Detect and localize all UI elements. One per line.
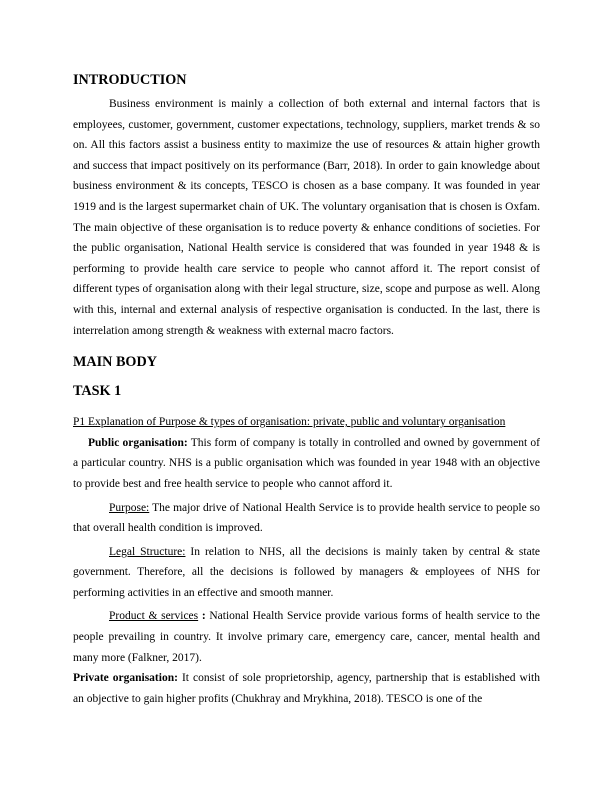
legal-structure-label: Legal Structure: xyxy=(109,545,186,558)
product-services-text: National Health Service provide various forms of health service to the people prevailing in country. It involve primary care, emergency care, cancer, mental health and many more (Falkner, 2017). xyxy=(73,610,540,664)
purpose-label: Purpose: xyxy=(109,501,150,514)
legal-structure-text: In relation to NHS, all the decisions is mainly taken by central & state government. Therefore, all the decisions is followed by managers & employees of NHS for performing activities in an effective and smooth manner. xyxy=(73,545,541,599)
private-organisation-label: Private organisation: xyxy=(73,672,178,685)
task1-heading: TASK 1 xyxy=(73,383,122,400)
introduction-paragraph: Business environment is mainly a collection of both external and internal factors that is employees, customer, government, customer expectations, technology, suppliers, market trends & so on. All this factors assist a business entity to maximize the use of resources & attain higher growth and success that impact positively on its performance (Barr, 2018). In order to gain knowledge about business environment & its concepts, TESCO is chosen as a base company. It was founded in year 1919 and is the largest supermarket chain of UK. The voluntary organisation that is chosen is Oxfam. The main objective of these organisation is to reduce poverty & enhance conditions of societies. For the public organisation, National Health service is considered that was founded in year 1948 & is performing to provide health care service to people who cannot afford it. The report consist of different types of organisation along with their legal structure, size, scope and purpose as well. Along with this, internal and external analysis of respective organisation is conducted. In the last, there is interrelation among strength & weakness with external macro factors. xyxy=(73,98,540,337)
product-services-paragraph xyxy=(73,606,540,668)
purpose-text: The major drive of National Health Service is to provide health service to people so that overall health condition is improved. xyxy=(73,501,540,535)
public-organisation-label: Public organisation: xyxy=(88,436,188,449)
product-services-colon: : xyxy=(198,610,206,623)
product-services-label: Product & services xyxy=(109,610,199,623)
public-organisation-text: This form of company is totally in controlled and owned by government of a particular country. NHS is a public organisation which was founded in year 1948 with an objective to provide best and free health service to people who cannot afford it. xyxy=(73,436,540,490)
private-organisation-text: It consist of sole proprietorship, agency, partnership that is established with an objective to gain higher profits (Chukhray and Mrykhina, 2018). TESCO is one of the xyxy=(73,672,540,705)
public-organisation-paragraph xyxy=(73,433,540,495)
p1-title xyxy=(73,412,540,433)
main-body-heading: MAIN BODY xyxy=(73,354,157,371)
private-organisation-paragraph xyxy=(73,668,540,709)
introduction-heading: INTRODUCTION xyxy=(73,72,187,88)
purpose-paragraph xyxy=(73,498,540,539)
page-content xyxy=(73,72,540,709)
p1-title-text: P1 Explanation of Purpose & types of organisation: private, public and voluntary organisation xyxy=(73,416,506,429)
legal-structure-paragraph xyxy=(73,542,540,604)
